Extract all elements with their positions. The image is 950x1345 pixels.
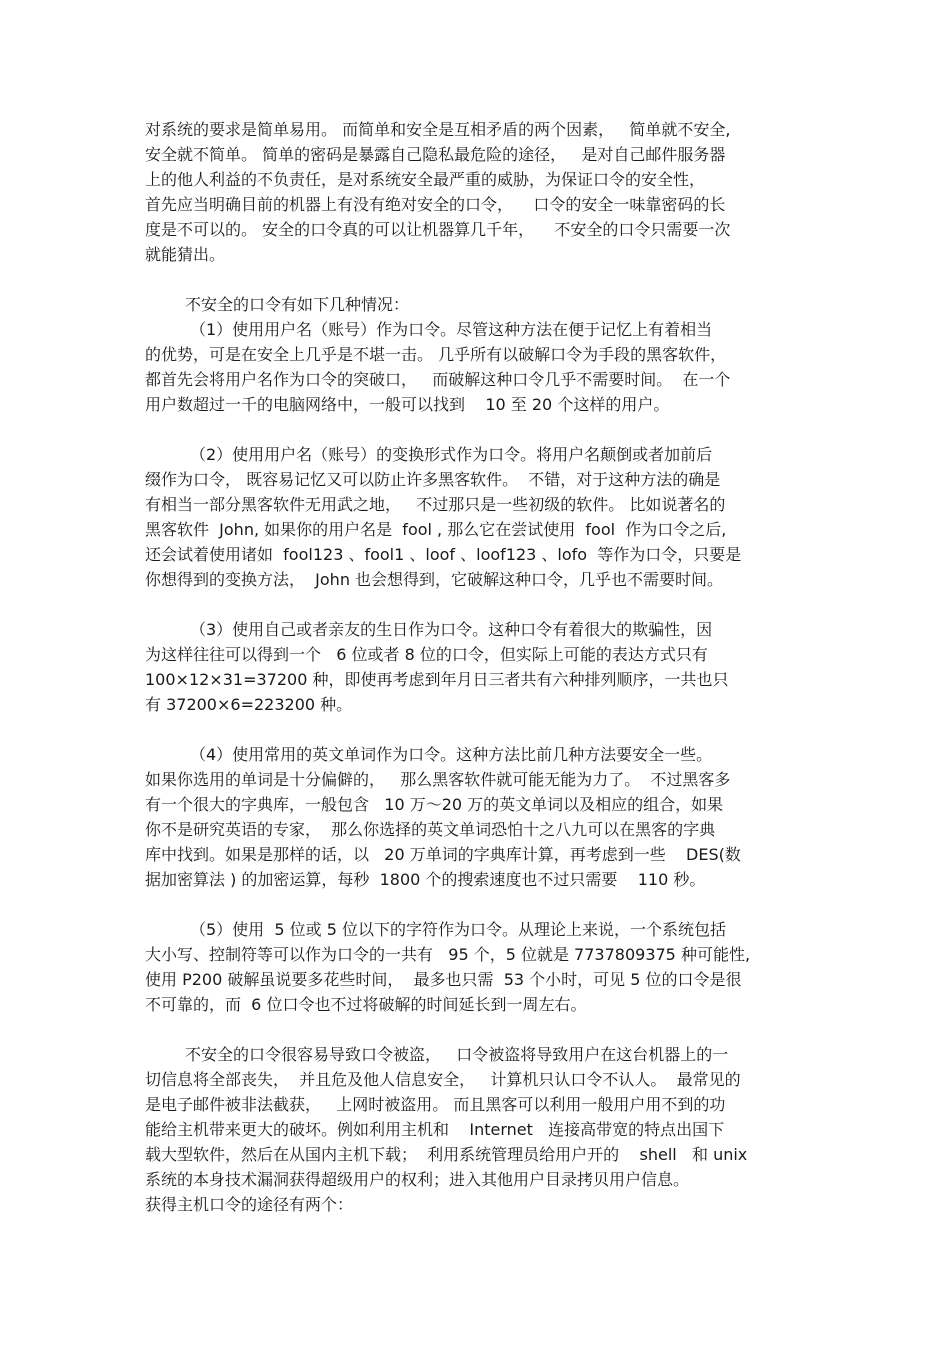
text-line: 载大型软件，然后在从国内主机下载； 利用系统管理员给用户开的 shell 和 unix xyxy=(145,1145,748,1164)
text-line: 用户数超过一千的电脑网络中，一般可以找到 10 至 20 个这样的用户。 xyxy=(145,395,670,414)
text-line: 就能猜出。 xyxy=(145,245,226,264)
text-line: 为这样往往可以得到一个 6 位或者 8 位的口令，但实际上可能的表达方式只有 xyxy=(145,645,708,664)
text-line: （3）使用自己或者亲友的生日作为口令。这种口令有着很大的欺骗性，因 xyxy=(190,620,713,639)
text-line: 都首先会将用户名作为口令的突破口， 而破解这种口令几乎不需要时间。 在一个 xyxy=(145,370,731,389)
text-line: 能给主机带来更大的破坏。例如利用主机和 Internet 连接高带宽的特点出国下 xyxy=(145,1120,725,1139)
text-line: 不安全的口令很容易导致口令被盗， 口令被盗将导致用户在这台机器上的一 xyxy=(185,1045,729,1064)
text-line: 使用 P200 破解虽说要多花些时间， 最多也只需 53 个小时，可见 5 位的口令是很 xyxy=(145,970,742,989)
text-line: 的优势，可是在安全上几乎是不堪一击。 几乎所有以破解口令为手段的黑客软件， xyxy=(145,345,727,364)
text-line: （5）使用 5 位或 5 位以下的字符作为口令。从理论上来说，一个系统包括 xyxy=(190,920,726,939)
text-line: 黑客软件 John, 如果你的用户名是 fool , 那么它在尝试使用 fool 作为口令之后, xyxy=(145,520,727,539)
text-line: 切信息将全部丧失， 并且危及他人信息安全， 计算机只认口令不认人。 最常见的 xyxy=(145,1070,741,1089)
text-line: 缀作为口令， 既容易记忆又可以防止许多黑客软件。 不错，对于这种方法的确是 xyxy=(145,470,721,489)
text-line: 库中找到。如果是那样的话，以 20 万单词的字典库计算，再考虑到一些 DES(数 xyxy=(145,845,741,864)
text-line: 安全就不简单。 简单的密码是暴露自己隐私最危险的途径， 是对自己邮件服务器 xyxy=(145,145,726,164)
text-line: 你不是研究英语的专家， 那么你选择的英文单词恐怕十之八九可以在黑客的字典 xyxy=(145,820,716,839)
text-line: 对系统的要求是简单易用。 而简单和安全是互相矛盾的两个因素， 简单就不安全, xyxy=(145,120,731,139)
text-line: 还会试着使用诸如 fool123 、fool1 、loof 、loof123 、lofo 等作为口令，只要是 xyxy=(145,545,742,564)
text-line: 首先应当明确目前的机器上有没有绝对安全的口令， 口令的安全一味靠密码的长 xyxy=(145,195,726,214)
text-line: 获得主机口令的途径有两个： xyxy=(145,1195,354,1214)
text-line: 大小写、控制符等可以作为口令的一共有 95 个，5 位就是 7737809375 种可能性, xyxy=(145,945,751,964)
text-line: 不可靠的，而 6 位口令也不过将破解的时间延长到一周左右。 xyxy=(145,995,587,1014)
section-heading: 不安全的口令有如下几种情况： xyxy=(185,295,410,314)
text-line: 有 37200×6=223200 种。 xyxy=(145,695,353,714)
text-line: 度是不可以的。 安全的口令真的可以让机器算几千年， 不安全的口令只需要一次 xyxy=(145,220,731,239)
text-line: 有相当一部分黑客软件无用武之地， 不过那只是一些初级的软件。 比如说著名的 xyxy=(145,495,726,514)
text-line: 是电子邮件被非法截获， 上网时被盗用。 而且黑客可以利用一般用户用不到的功 xyxy=(145,1095,726,1114)
text-line: 上的他人利益的不负责任，是对系统安全最严重的威胁，为保证口令的安全性， xyxy=(145,170,706,189)
text-line: 据加密算法 ) 的加密运算，每秒 1800 个的搜索速度也不过只需要 110 秒。 xyxy=(145,870,706,889)
text-line: （1）使用用户名（账号）作为口令。尽管这种方法在便于记忆上有着相当 xyxy=(190,320,713,339)
text-line: 如果你选用的单词是十分偏僻的， 那么黑客软件就可能无能为力了。 不过黑客多 xyxy=(145,770,731,789)
text-line: （4）使用常用的英文单词作为口令。这种方法比前几种方法要安全一些。 xyxy=(190,745,713,764)
text-line: （2）使用用户名（账号）的变换形式作为口令。将用户名颠倒或者加前后 xyxy=(190,445,713,464)
text-line: 系统的本身技术漏洞获得超级用户的权利；进入其他用户目录拷贝用户信息。 xyxy=(145,1170,690,1189)
text-line: 有一个很大的字典库，一般包含 10 万～20 万的英文单词以及相应的组合，如果 xyxy=(145,795,724,814)
text-line xyxy=(145,1218,815,1242)
text-line: 100×12×31=37200 种，即使再考虑到年月日三者共有六种排列顺序，一共也只 xyxy=(145,670,729,689)
text-line: 你想得到的变换方法， John 也会想得到，它破解这种口令，几乎也不需要时间。 xyxy=(145,570,724,589)
